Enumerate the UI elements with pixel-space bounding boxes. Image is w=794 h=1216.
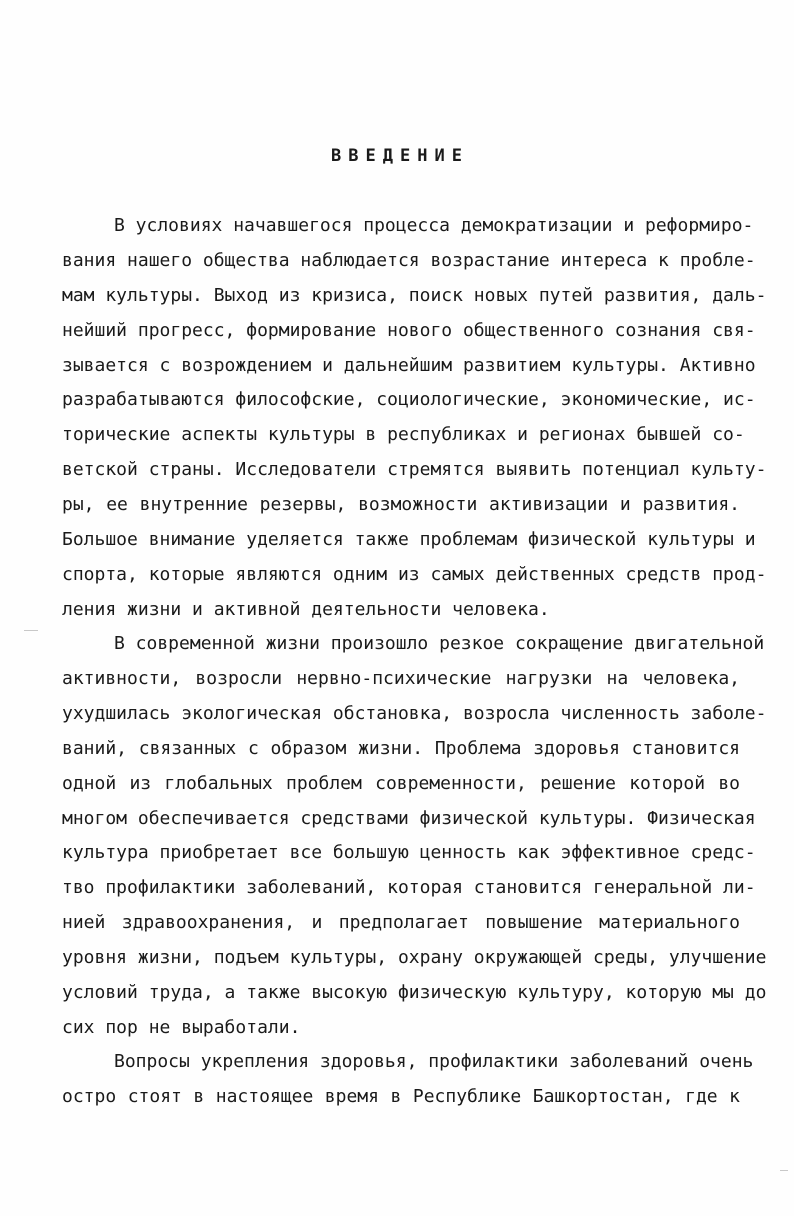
scan-mark bbox=[780, 1170, 788, 1171]
text-line: Большое внимание уделяется также проблемам физической культуры и bbox=[62, 529, 756, 550]
text-line: ухудшилась экологическая обстановка, возросла численность заболе- bbox=[62, 703, 767, 724]
scan-mark bbox=[24, 630, 38, 631]
page-title: ВВЕДЕНИЕ bbox=[331, 146, 469, 166]
text-line: вания нашего общества наблюдается возрастание интереса к пробле- bbox=[62, 250, 756, 271]
text-line: условий труда, а также высокую физическую культуру, которую мы до bbox=[62, 982, 767, 1003]
text-line: торические аспекты культуры в республиках и регионах бывшей со- bbox=[62, 424, 745, 445]
text-line: ваний, связанных с образом жизни. Проблема здоровья становится bbox=[62, 738, 740, 759]
text-line: зывается с возрождением и дальнейшим развитием культуры. Активно bbox=[62, 355, 756, 376]
text-line: уровня жизни, подъем культуры, охрану окружающей среды, улучшение bbox=[62, 947, 767, 968]
text-line: Вопросы укрепления здоровья, профилактики заболеваний очень bbox=[114, 1051, 754, 1072]
text-line: ления жизни и активной деятельности человека. bbox=[62, 599, 550, 620]
text-line: сих пор не выработали. bbox=[62, 1017, 301, 1038]
text-line: В современной жизни произошло резкое сокращение двигательной bbox=[114, 633, 765, 654]
text-line: остро стоят в настоящее время в Республике Башкортостан, где к bbox=[62, 1086, 740, 1107]
text-line: нией здравоохранения, и предполагает повышение материального bbox=[62, 912, 740, 933]
text-line: В условиях начавшегося процесса демократизации и реформиро- bbox=[114, 215, 754, 236]
text-line: мам культуры. Выход из кризиса, поиск новых путей развития, даль- bbox=[62, 285, 767, 306]
text-line: ветской страны. Исследователи стремятся выявить потенциал культу- bbox=[62, 459, 767, 480]
text-line: культура приобретает все большую ценность как эффективное средс- bbox=[62, 842, 756, 863]
text-line: нейший прогресс, формирование нового общественного сознания свя- bbox=[62, 320, 756, 341]
text-line: многом обеспечивается средствами физической культуры. Физическая bbox=[62, 808, 756, 829]
text-line: активности, возросли нервно-психические нагрузки на человека, bbox=[62, 668, 740, 689]
text-line: одной из глобальных проблем современности, решение которой во bbox=[62, 773, 740, 794]
text-line: спорта, которые являются одним из самых действенных средств прод- bbox=[62, 564, 767, 585]
text-line: ры, ее внутренние резервы, возможности активизации и развития. bbox=[62, 494, 740, 515]
text-line: разрабатываются философские, социологические, экономические, ис- bbox=[62, 389, 756, 410]
text-line: тво профилактики заболеваний, которая становится генеральной ли- bbox=[62, 877, 756, 898]
